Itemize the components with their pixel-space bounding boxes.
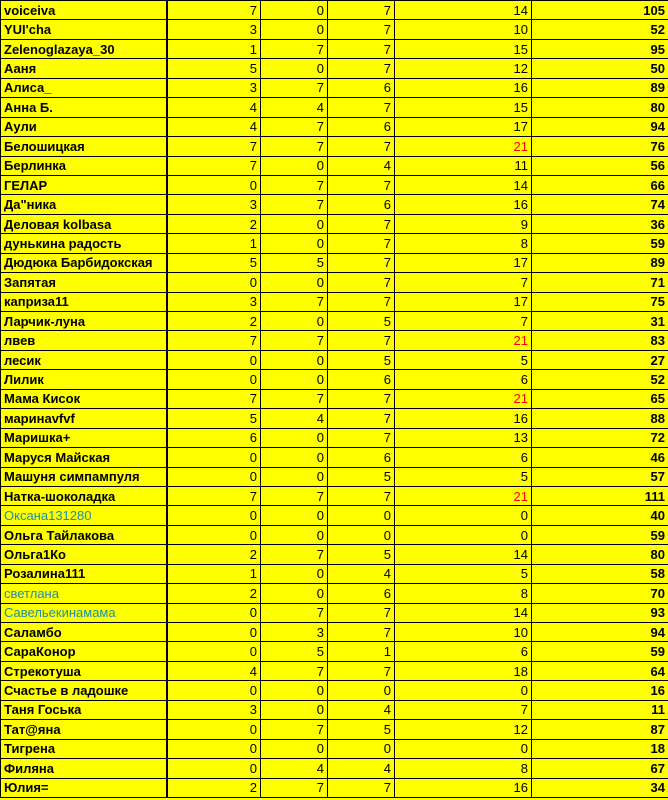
total-cell: 80 (532, 98, 668, 117)
score-b-cell: 0 (261, 467, 328, 486)
total-cell: 40 (532, 506, 668, 525)
score-a-cell: 2 (167, 545, 261, 564)
total-cell: 89 (532, 78, 668, 97)
total-cell: 59 (532, 525, 668, 544)
total-cell: 74 (532, 195, 668, 214)
score-a-cell: 5 (167, 59, 261, 78)
table-row (1, 428, 668, 447)
score-b-cell: 7 (261, 331, 328, 350)
score-c-cell: 5 (328, 312, 395, 331)
table-row (1, 389, 668, 408)
table-row (1, 661, 668, 680)
table-row (1, 778, 668, 797)
score-b-cell: 0 (261, 234, 328, 253)
score-c-cell: 7 (328, 331, 395, 350)
score-a-cell: 5 (167, 409, 261, 428)
total-cell: 11 (532, 700, 668, 719)
score-a-cell: 4 (167, 98, 261, 117)
sum-cell: 17 (395, 292, 532, 311)
score-c-cell: 7 (328, 98, 395, 117)
score-b-cell: 7 (261, 39, 328, 58)
sum-cell: 12 (395, 720, 532, 739)
score-c-cell: 7 (328, 59, 395, 78)
total-cell: 34 (532, 778, 668, 797)
score-b-cell: 3 (261, 623, 328, 642)
score-a-cell: 0 (167, 506, 261, 525)
participant-name-cell: Маруся Майская (1, 448, 167, 467)
participant-name-cell: Да"ника (1, 195, 167, 214)
score-a-cell: 3 (167, 195, 261, 214)
total-cell: 59 (532, 642, 668, 661)
sum-cell: 8 (395, 759, 532, 778)
participant-name-cell: СараКонор (1, 642, 167, 661)
score-b-cell: 4 (261, 759, 328, 778)
table-row (1, 506, 668, 525)
score-a-cell: 0 (167, 350, 261, 369)
sum-cell: 0 (395, 681, 532, 700)
participant-name-cell: Филяна (1, 759, 167, 778)
participant-name-cell: Мама Кисок (1, 389, 167, 408)
score-a-cell: 0 (167, 759, 261, 778)
score-c-cell: 5 (328, 720, 395, 739)
score-b-cell: 0 (261, 506, 328, 525)
score-b-cell: 0 (261, 273, 328, 292)
score-c-cell: 4 (328, 564, 395, 583)
participant-name-cell: Оксана131280 (1, 506, 167, 525)
sum-cell: 8 (395, 234, 532, 253)
table-row (1, 564, 668, 583)
participant-name-cell: Лилик (1, 370, 167, 389)
participant-name-cell: каприза11 (1, 292, 167, 311)
participant-name-cell: Розалина111 (1, 564, 167, 583)
score-c-cell: 6 (328, 370, 395, 389)
total-cell: 95 (532, 39, 668, 58)
score-a-cell: 1 (167, 39, 261, 58)
score-a-cell: 5 (167, 253, 261, 272)
total-cell: 52 (532, 20, 668, 39)
score-b-cell: 7 (261, 117, 328, 136)
total-cell: 67 (532, 759, 668, 778)
score-c-cell: 7 (328, 253, 395, 272)
score-a-cell: 3 (167, 700, 261, 719)
sum-cell: 21 (395, 389, 532, 408)
score-a-cell: 0 (167, 623, 261, 642)
score-a-cell: 2 (167, 312, 261, 331)
score-b-cell: 0 (261, 20, 328, 39)
participant-name-cell: Ольга1Ко (1, 545, 167, 564)
table-row (1, 584, 668, 603)
score-a-cell: 4 (167, 661, 261, 680)
table-row (1, 20, 668, 39)
score-c-cell: 7 (328, 292, 395, 311)
table-row (1, 720, 668, 739)
score-a-cell: 0 (167, 739, 261, 758)
score-c-cell: 7 (328, 778, 395, 797)
score-b-cell: 7 (261, 292, 328, 311)
sum-cell: 13 (395, 428, 532, 447)
total-cell: 57 (532, 467, 668, 486)
participant-name-cell: Аули (1, 117, 167, 136)
total-cell: 105 (532, 1, 668, 20)
sum-cell: 16 (395, 195, 532, 214)
table-row (1, 759, 668, 778)
score-c-cell: 7 (328, 486, 395, 505)
score-a-cell: 2 (167, 778, 261, 797)
score-a-cell: 0 (167, 603, 261, 622)
score-c-cell: 7 (328, 234, 395, 253)
score-b-cell: 0 (261, 428, 328, 447)
participant-name-cell: Деловая kolbasa (1, 214, 167, 233)
score-b-cell: 7 (261, 778, 328, 797)
total-cell: 71 (532, 273, 668, 292)
participant-name-cell: лесик (1, 350, 167, 369)
participant-name-cell: Ааня (1, 59, 167, 78)
sum-cell: 15 (395, 98, 532, 117)
participant-name-cell: маринаvfvf (1, 409, 167, 428)
participant-name-cell: Маришка+ (1, 428, 167, 447)
participant-name-cell: Ларчик-луна (1, 312, 167, 331)
score-a-cell: 7 (167, 389, 261, 408)
participant-name-cell: Таня Госька (1, 700, 167, 719)
total-cell: 18 (532, 739, 668, 758)
sum-cell: 21 (395, 486, 532, 505)
score-a-cell: 0 (167, 642, 261, 661)
sum-cell: 21 (395, 137, 532, 156)
table-row (1, 545, 668, 564)
score-c-cell: 7 (328, 273, 395, 292)
sum-cell: 5 (395, 350, 532, 369)
score-b-cell: 7 (261, 661, 328, 680)
sum-cell: 7 (395, 700, 532, 719)
score-b-cell: 0 (261, 525, 328, 544)
score-b-cell: 0 (261, 1, 328, 20)
total-cell: 75 (532, 292, 668, 311)
score-c-cell: 0 (328, 739, 395, 758)
score-b-cell: 0 (261, 59, 328, 78)
score-b-cell: 0 (261, 564, 328, 583)
score-c-cell: 0 (328, 506, 395, 525)
score-c-cell: 5 (328, 467, 395, 486)
score-b-cell: 7 (261, 720, 328, 739)
scores-table-body (1, 1, 668, 798)
score-a-cell: 2 (167, 584, 261, 603)
total-cell: 50 (532, 59, 668, 78)
participant-name-cell: cветлана (1, 584, 167, 603)
participant-name-cell: ГЕЛАР (1, 175, 167, 194)
sum-cell: 6 (395, 642, 532, 661)
score-b-cell: 0 (261, 739, 328, 758)
sum-cell: 11 (395, 156, 532, 175)
sum-cell: 6 (395, 370, 532, 389)
participant-name-cell: Zelenoglazaya_30 (1, 39, 167, 58)
participant-name-cell: Машуня симпампуля (1, 467, 167, 486)
score-b-cell: 7 (261, 137, 328, 156)
score-b-cell: 7 (261, 486, 328, 505)
table-row (1, 78, 668, 97)
score-c-cell: 4 (328, 759, 395, 778)
score-a-cell: 0 (167, 273, 261, 292)
total-cell: 59 (532, 234, 668, 253)
sum-cell: 14 (395, 175, 532, 194)
score-a-cell: 7 (167, 137, 261, 156)
participant-name-cell: Тат@яна (1, 720, 167, 739)
total-cell: 83 (532, 331, 668, 350)
score-a-cell: 1 (167, 564, 261, 583)
sum-cell: 5 (395, 467, 532, 486)
table-row (1, 39, 668, 58)
total-cell: 80 (532, 545, 668, 564)
table-row (1, 681, 668, 700)
participant-name-cell: Белошицкая (1, 137, 167, 156)
score-b-cell: 0 (261, 350, 328, 369)
score-b-cell: 0 (261, 584, 328, 603)
score-c-cell: 7 (328, 661, 395, 680)
score-c-cell: 0 (328, 525, 395, 544)
score-b-cell: 0 (261, 700, 328, 719)
score-c-cell: 6 (328, 117, 395, 136)
total-cell: 27 (532, 350, 668, 369)
table-row (1, 448, 668, 467)
participant-name-cell: Ольга Тайлакова (1, 525, 167, 544)
table-row (1, 273, 668, 292)
score-a-cell: 4 (167, 117, 261, 136)
participant-name-cell: Саламбо (1, 623, 167, 642)
score-c-cell: 7 (328, 137, 395, 156)
sum-cell: 17 (395, 253, 532, 272)
table-row (1, 214, 668, 233)
score-b-cell: 0 (261, 214, 328, 233)
score-a-cell: 0 (167, 681, 261, 700)
score-b-cell: 7 (261, 78, 328, 97)
table-row (1, 409, 668, 428)
table-row (1, 137, 668, 156)
participant-name-cell: Алиса_ (1, 78, 167, 97)
score-c-cell: 6 (328, 195, 395, 214)
table-row (1, 739, 668, 758)
score-c-cell: 7 (328, 1, 395, 20)
total-cell: 31 (532, 312, 668, 331)
total-cell: 94 (532, 117, 668, 136)
total-cell: 72 (532, 428, 668, 447)
participant-name-cell: Берлинка (1, 156, 167, 175)
total-cell: 46 (532, 448, 668, 467)
table-row (1, 467, 668, 486)
total-cell: 111 (532, 486, 668, 505)
total-cell: 64 (532, 661, 668, 680)
sum-cell: 14 (395, 1, 532, 20)
score-c-cell: 6 (328, 78, 395, 97)
score-c-cell: 1 (328, 642, 395, 661)
score-c-cell: 0 (328, 681, 395, 700)
score-b-cell: 5 (261, 253, 328, 272)
sum-cell: 0 (395, 506, 532, 525)
score-c-cell: 5 (328, 350, 395, 369)
table-row (1, 117, 668, 136)
score-a-cell: 7 (167, 331, 261, 350)
score-c-cell: 6 (328, 584, 395, 603)
score-c-cell: 7 (328, 175, 395, 194)
score-a-cell: 7 (167, 1, 261, 20)
sum-cell: 5 (395, 564, 532, 583)
sum-cell: 0 (395, 739, 532, 758)
score-c-cell: 5 (328, 545, 395, 564)
total-cell: 70 (532, 584, 668, 603)
score-a-cell: 0 (167, 370, 261, 389)
score-c-cell: 7 (328, 214, 395, 233)
participant-name-cell: YUI'cha (1, 20, 167, 39)
score-b-cell: 5 (261, 642, 328, 661)
score-c-cell: 7 (328, 39, 395, 58)
table-row (1, 700, 668, 719)
total-cell: 16 (532, 681, 668, 700)
score-b-cell: 0 (261, 681, 328, 700)
total-cell: 87 (532, 720, 668, 739)
sum-cell: 7 (395, 312, 532, 331)
score-c-cell: 7 (328, 389, 395, 408)
sum-cell: 15 (395, 39, 532, 58)
sum-cell: 14 (395, 545, 532, 564)
sum-cell: 0 (395, 525, 532, 544)
sum-cell: 16 (395, 778, 532, 797)
participant-name-cell: Дюдюка Барбидокская (1, 253, 167, 272)
score-c-cell: 4 (328, 700, 395, 719)
score-c-cell: 7 (328, 623, 395, 642)
participant-name-cell: Натка-шоколадка (1, 486, 167, 505)
table-row (1, 59, 668, 78)
score-a-cell: 3 (167, 20, 261, 39)
table-row (1, 623, 668, 642)
score-b-cell: 7 (261, 389, 328, 408)
score-c-cell: 7 (328, 409, 395, 428)
table-row (1, 1, 668, 20)
sum-cell: 9 (395, 214, 532, 233)
table-row (1, 331, 668, 350)
score-a-cell: 0 (167, 175, 261, 194)
sum-cell: 21 (395, 331, 532, 350)
total-cell: 52 (532, 370, 668, 389)
score-c-cell: 4 (328, 156, 395, 175)
score-a-cell: 3 (167, 78, 261, 97)
participant-name-cell: voiceiva (1, 1, 167, 20)
score-a-cell: 1 (167, 234, 261, 253)
participant-name-cell: Запятая (1, 273, 167, 292)
table-row (1, 234, 668, 253)
score-a-cell: 0 (167, 720, 261, 739)
score-b-cell: 7 (261, 175, 328, 194)
participant-name-cell: Счастье в ладошке (1, 681, 167, 700)
participant-name-cell: дунькина радость (1, 234, 167, 253)
score-a-cell: 7 (167, 156, 261, 175)
total-cell: 66 (532, 175, 668, 194)
participant-name-cell: Стрекотуша (1, 661, 167, 680)
total-cell: 89 (532, 253, 668, 272)
total-cell: 94 (532, 623, 668, 642)
table-row (1, 525, 668, 544)
table-row (1, 253, 668, 272)
sum-cell: 18 (395, 661, 532, 680)
total-cell: 76 (532, 137, 668, 156)
sum-cell: 14 (395, 603, 532, 622)
participant-name-cell: Юлия= (1, 778, 167, 797)
score-b-cell: 7 (261, 195, 328, 214)
participant-name-cell: Анна Б. (1, 98, 167, 117)
table-row (1, 156, 668, 175)
participant-name-cell: Тигрена (1, 739, 167, 758)
sum-cell: 12 (395, 59, 532, 78)
sum-cell: 16 (395, 409, 532, 428)
total-cell: 58 (532, 564, 668, 583)
table-row (1, 642, 668, 661)
score-a-cell: 7 (167, 486, 261, 505)
table-row (1, 292, 668, 311)
sum-cell: 17 (395, 117, 532, 136)
table-row (1, 486, 668, 505)
total-cell: 36 (532, 214, 668, 233)
score-a-cell: 2 (167, 214, 261, 233)
score-a-cell: 0 (167, 467, 261, 486)
table-row (1, 350, 668, 369)
score-a-cell: 0 (167, 448, 261, 467)
score-b-cell: 0 (261, 370, 328, 389)
table-row (1, 98, 668, 117)
score-a-cell: 0 (167, 525, 261, 544)
total-cell: 56 (532, 156, 668, 175)
total-cell: 65 (532, 389, 668, 408)
score-c-cell: 6 (328, 448, 395, 467)
score-c-cell: 7 (328, 20, 395, 39)
score-b-cell: 0 (261, 448, 328, 467)
score-a-cell: 6 (167, 428, 261, 447)
score-b-cell: 4 (261, 98, 328, 117)
sum-cell: 16 (395, 78, 532, 97)
total-cell: 93 (532, 603, 668, 622)
score-b-cell: 7 (261, 545, 328, 564)
score-c-cell: 7 (328, 428, 395, 447)
score-a-cell: 3 (167, 292, 261, 311)
sum-cell: 8 (395, 584, 532, 603)
sum-cell: 10 (395, 623, 532, 642)
table-row (1, 175, 668, 194)
score-b-cell: 4 (261, 409, 328, 428)
table-row (1, 195, 668, 214)
table-row (1, 370, 668, 389)
total-cell: 88 (532, 409, 668, 428)
score-b-cell: 0 (261, 156, 328, 175)
sum-cell: 10 (395, 20, 532, 39)
score-b-cell: 7 (261, 603, 328, 622)
participant-name-cell: Савельекинамама (1, 603, 167, 622)
table-row (1, 603, 668, 622)
sum-cell: 6 (395, 448, 532, 467)
score-b-cell: 0 (261, 312, 328, 331)
sum-cell: 7 (395, 273, 532, 292)
score-c-cell: 7 (328, 603, 395, 622)
participant-name-cell: лвев (1, 331, 167, 350)
table-row (1, 312, 668, 331)
